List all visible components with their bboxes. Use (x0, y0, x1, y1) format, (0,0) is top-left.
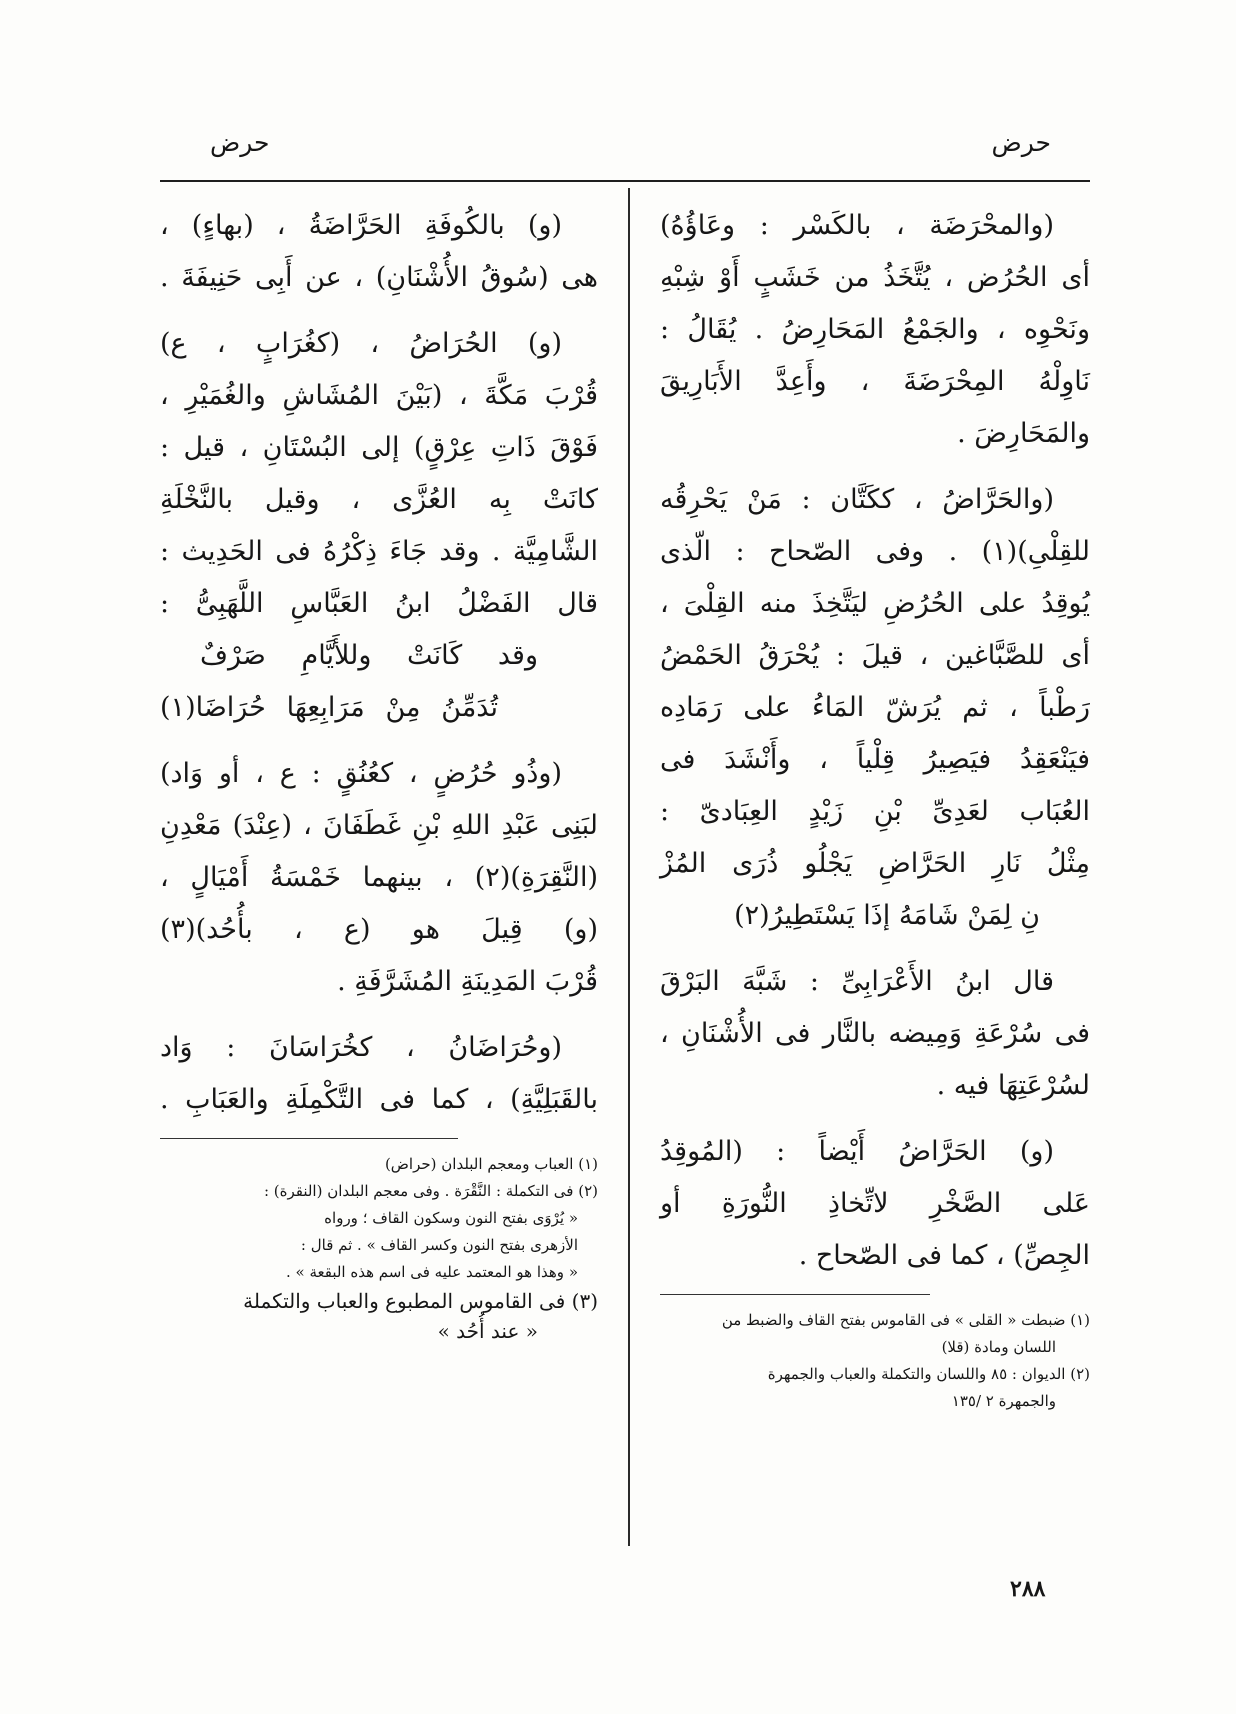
text-line: ونَحْوِه ، والجَمْعُ المَحَارِضُ . يُقَالُ : (660, 314, 1090, 345)
footnote: والجمهرة ٢ /١٣٥ (951, 1392, 1056, 1410)
footnote: « وهذا هو المعتمد عليه فى اسم هذه البقعة » . (285, 1263, 578, 1281)
footnote: (٢) الديوان : ٨٥ واللسان والتكملة والعباب والجمهرة (767, 1365, 1090, 1383)
text-line: (والمحْرَضَة ، بالكَسْر : وعَاؤُهُ) (660, 210, 1054, 241)
text-line: (و) الحُرَاضُ ، (كغُرَابٍ ، ع) (160, 328, 562, 359)
footnote: اللسان ومادة (قلا) (941, 1338, 1056, 1356)
right-column (660, 200, 1090, 1415)
text-line: لسُرْعَتِهَا فيه . (936, 1070, 1090, 1101)
text-line: العُبَاب لعَدِىِّ بْنِ زَيْدٍ العِبَادىّ : (660, 796, 1090, 827)
header-rule (160, 180, 1090, 182)
text-line: قُرْبَ المَدِينَةِ المُشَرَّفَةِ . (337, 966, 598, 997)
text-line: رَطْباً ، ثم يُرَشّ المَاءُ على رَمَادِه (660, 692, 1090, 723)
text-line: قال ابنُ الأَعْرَابِىِّ : شَبَّهَ البَرْقَ (660, 966, 1054, 997)
text-line: كانَتْ بِه العُزَّى ، وقيل بالنَّخْلَةِ (160, 484, 598, 515)
footnote: (١) ضبطت « القلى » فى القاموس بفتح القاف والضبط من (721, 1311, 1090, 1329)
text-line: الشَّامِيَّة . وقد جَاءَ ذِكْرُهُ فى الحَدِيث : (160, 536, 598, 567)
text-line: (وحُرَاضَانُ ، كخُرَاسَانَ : وَاد (160, 1032, 562, 1063)
verse-line: نِ لِمَنْ شَامَهُ إذَا يَسْتَطِيرُ(٢) (734, 900, 1040, 931)
text-line: قُرْبَ مَكَّةَ ، (بَيْنَ المُشَاشِ والغُمَيْرِ ، (160, 380, 598, 411)
text-line: لبَنِى عَبْدِ اللهِ بْنِ غَطَفَانَ ، (عِنْدَ) مَعْدِنِ (160, 810, 598, 841)
text-line: قال الفَضْلُ ابنُ العَبَّاسِ اللَّهَبِىُّ : (160, 588, 598, 619)
footnote-rule (660, 1294, 930, 1295)
text-line: (النَّقِرَةِ)(٢) ، بينهما خَمْسَةُ أَمْيَالٍ ، (160, 862, 598, 893)
text-line: عَلى الصَّخْرِ لاتِّخاذِ النُّورَةِ أو (660, 1188, 1090, 1219)
text-line: للقِلْىِ)(١) . وفى الصّحاح : الّذى (660, 536, 1090, 567)
footnote: « يُرْوَى بفتح النون وسكون القاف ؛ ورواه (324, 1209, 578, 1227)
verse-line: تُدَمِّنُ مِنْ مَرَابِعِهَا حُرَاضَا(١) (160, 692, 498, 723)
verse-line: مِثْلُ نَارِ الحَرَّاضِ يَجْلُو ذُرَى المُزْ (660, 848, 1090, 879)
text-line: نَاوِلْهُ المِحْرَضَةَ ، وأَعِدَّ الأَبَارِيقَ (660, 366, 1090, 397)
left-column (160, 200, 598, 1346)
page-number: ٢٨٨ (1010, 1576, 1046, 1602)
running-header-left: حرض (210, 128, 270, 157)
footnote-rule (160, 1138, 458, 1139)
text-line: (وذُو حُرُضٍ ، كعُنُقٍ : ع ، أو وَاد) (160, 758, 562, 789)
footnote: (٣) فى القاموس المطبوع والعباب والتكملة (243, 1289, 598, 1313)
verse-line: وقد كَانَتْ وللأَيَّامِ صَرْفٌ (200, 640, 538, 671)
footnote: (٢) فى التكملة : النَّقْرَة . وفى معجم البلدان (النقرة) : (263, 1182, 598, 1200)
running-header-right: حرض (991, 128, 1051, 157)
footnote: « عند أُحُد » (437, 1319, 538, 1343)
text-line: بالقَبَلِيَّةِ) ، كما فى التَّكْمِلَةِ والعَبَابِ . (160, 1084, 598, 1115)
text-line: فَوْقَ ذَاتِ عِرْقٍ) إلى البُسْتَانِ ، قيل : (160, 432, 598, 463)
text-line: والمَحَارِضَ . (957, 418, 1090, 449)
text-line: الجِصِّ) ، كما فى الصّحاح . (798, 1240, 1090, 1271)
text-line: أى الحُرُض ، يُتَّخَذُ من خَشَبٍ أَوْ شِبْهِ (660, 262, 1090, 293)
text-line: (و) الحَرَّاضُ أَيْضاً : (المُوقِدُ (660, 1136, 1054, 1167)
column-divider (628, 188, 630, 1546)
footnote: الأزهرى بفتح النون وكسر القاف » . ثم قال : (300, 1236, 578, 1254)
text-line: (و) بالكُوفَةِ الحَرَّاضَةُ ، (بهاءٍ) ، (160, 210, 562, 241)
footnote: (١) العباب ومعجم البلدان (حراض) (384, 1155, 598, 1173)
text-line: هى (سُوقُ الأُشْنَانِ) ، عن أَبِى حَنِيفَةَ . (160, 262, 598, 293)
text-line: (والحَرَّاضُ ، ككَتَّان : مَنْ يَحْرِقُه (660, 484, 1054, 515)
text-line: (و) قِيلَ هو (ع ، بأُحُد)(٣) (160, 914, 598, 945)
text-line: فيَنْعَقِدُ فيَصِيرُ قِلْياً ، وأَنْشَدَ فى (660, 744, 1090, 775)
text-line: أى للصَّبَّاغين ، قيلَ : يُحْرَقُ الحَمْضُ (660, 640, 1090, 671)
text-line: فى سُرْعَةِ وَمِيضه بالنَّار فى الأُشْنَانِ ، (660, 1018, 1090, 1049)
text-line: يُوقِدُ على الحُرُضِ ليَتَّخِذَ منه القِلْىَ ، (660, 588, 1090, 619)
